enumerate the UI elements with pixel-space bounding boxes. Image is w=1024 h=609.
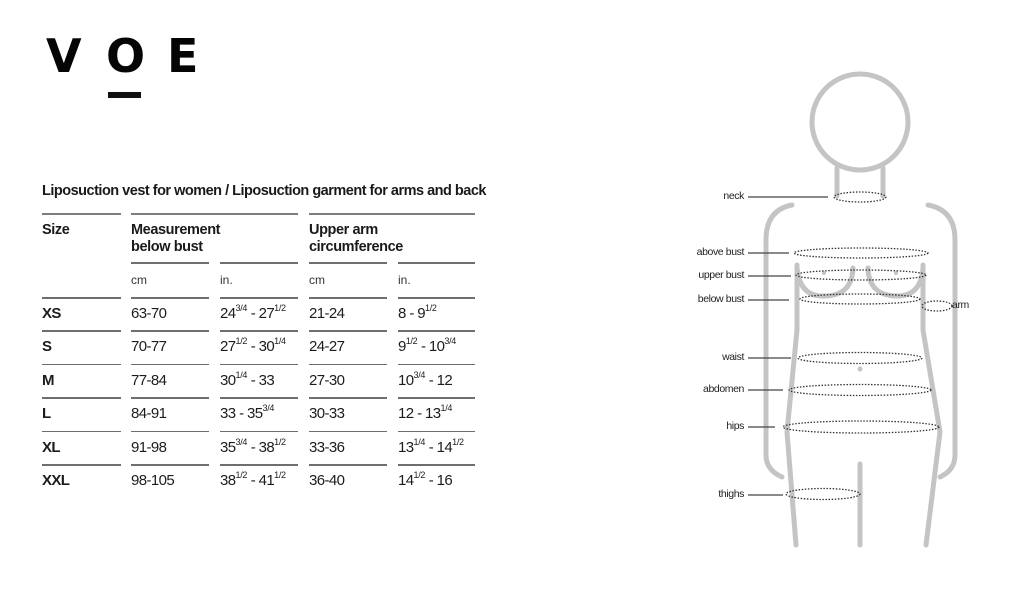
label-waist: waist xyxy=(722,351,744,363)
logo-letter-o: O xyxy=(106,29,146,83)
fraction-superscript: 1/2 xyxy=(413,470,426,480)
cell-bust-in xyxy=(220,405,274,422)
row-rule xyxy=(42,464,121,466)
value-part: 13 xyxy=(398,438,414,456)
label-thighs: thighs xyxy=(718,488,744,500)
thighs-measure-ellipse xyxy=(786,489,860,500)
row-rule xyxy=(131,431,209,433)
subheader-rule xyxy=(220,262,298,264)
cell-arm-in xyxy=(398,305,437,322)
row-rule xyxy=(131,364,209,366)
value-part: 9 xyxy=(398,338,406,356)
value-part: - xyxy=(413,405,426,423)
fraction-superscript: 1/2 xyxy=(452,436,464,447)
value-part: - xyxy=(417,338,429,356)
value-part: 14 xyxy=(436,438,453,456)
row-rule xyxy=(42,297,121,299)
value-part: - xyxy=(405,305,418,322)
abdomen-measure-ellipse xyxy=(789,385,931,396)
fraction-superscript: 1/4 xyxy=(235,369,248,380)
cell-bust-in xyxy=(220,305,286,322)
row-rule xyxy=(309,364,387,366)
value-part: 35 xyxy=(220,438,236,456)
row-rule xyxy=(220,397,298,399)
value-part: 27 xyxy=(220,338,236,356)
fraction-superscript: 3/4 xyxy=(262,403,275,414)
column-header-bust xyxy=(131,222,220,256)
cell-arm-cm: 33-36 xyxy=(309,438,345,456)
value-part: - xyxy=(247,305,259,322)
fraction-superscript: 1/4 xyxy=(413,436,426,447)
unit-arm-in: in. xyxy=(398,273,411,287)
row-rule xyxy=(131,397,209,399)
value-part: 35 xyxy=(247,405,263,423)
logo-letter-v: V xyxy=(46,29,82,83)
value-part: 16 xyxy=(436,472,453,489)
row-rule xyxy=(398,330,475,332)
cell-bust-cm: 84-91 xyxy=(131,405,167,423)
subheader-rule xyxy=(398,262,475,264)
value-part: - xyxy=(247,338,259,356)
row-rule xyxy=(220,431,298,433)
cell-bust-cm: 70-77 xyxy=(131,338,167,356)
row-rule xyxy=(42,397,121,399)
row-rule xyxy=(220,464,298,466)
row-rule xyxy=(398,364,475,366)
header-rule-arm xyxy=(309,213,475,215)
column-header-size: Size xyxy=(42,222,70,238)
row-rule xyxy=(220,297,298,299)
value-part: 24 xyxy=(220,305,236,322)
subheader-rule xyxy=(131,262,209,264)
value-part: 27 xyxy=(258,305,275,322)
measurement-ellipses xyxy=(783,192,952,500)
row-rule xyxy=(309,431,387,433)
row-rule xyxy=(42,330,121,332)
fraction-superscript: 1/2 xyxy=(274,436,286,447)
voe-logo xyxy=(46,29,206,100)
cell-size: M xyxy=(42,371,54,389)
value-part: 14 xyxy=(398,472,414,489)
size-chart-title: Liposuction vest for women / Liposuction garment for arms and back xyxy=(42,183,486,199)
neck-measure-ellipse xyxy=(834,192,886,202)
cell-size: S xyxy=(42,338,52,356)
value-part: - xyxy=(425,438,437,456)
cell-arm-cm: 21-24 xyxy=(309,305,345,322)
arm-measure-ellipse xyxy=(922,301,952,311)
value-part: 10 xyxy=(398,371,414,389)
label-hips: hips xyxy=(726,420,744,432)
logo-letter-e: E xyxy=(167,29,199,83)
label-upper-bust: upper bust xyxy=(698,269,744,281)
column-header-arm xyxy=(309,222,403,256)
cell-arm-cm: 30-33 xyxy=(309,405,345,423)
fraction-superscript: 1/2 xyxy=(235,336,248,347)
fraction-superscript: 3/4 xyxy=(444,336,457,347)
label-below-bust: below bust xyxy=(697,293,744,305)
row-rule xyxy=(309,397,387,399)
cell-arm-cm: 27-30 xyxy=(309,371,345,389)
value-part: 10 xyxy=(428,338,445,356)
value-part: 9 xyxy=(417,305,426,322)
upper-bust-measure-ellipse xyxy=(796,270,926,280)
value-part: 33 xyxy=(220,405,236,423)
cell-bust-cm: 91-98 xyxy=(131,438,167,456)
row-rule xyxy=(309,297,387,299)
cell-arm-in xyxy=(398,338,456,355)
cell-bust-in xyxy=(220,338,286,355)
cell-bust-in xyxy=(220,369,275,389)
logo-underline-bar xyxy=(108,92,141,98)
value-part: - xyxy=(425,472,437,489)
cell-arm-in xyxy=(398,369,453,389)
row-rule xyxy=(309,464,387,466)
label-neck: neck xyxy=(723,190,744,202)
header-rule-bust xyxy=(131,213,298,215)
row-rule xyxy=(131,297,209,299)
value-part: 41 xyxy=(258,472,275,489)
cell-size: XXL xyxy=(42,472,70,489)
unit-bust-cm: cm xyxy=(131,273,147,287)
cell-arm-in xyxy=(398,472,452,489)
label-above-bust: above bust xyxy=(696,246,744,258)
unit-bust-in: in. xyxy=(220,273,233,287)
row-rule xyxy=(42,431,121,433)
fraction-superscript: 1/4 xyxy=(440,403,453,414)
subheader-rule xyxy=(309,262,387,264)
value-part: 33 xyxy=(258,371,275,389)
fraction-superscript: 1/2 xyxy=(274,470,286,480)
fraction-superscript: 1/2 xyxy=(235,470,248,480)
label-arm: arm xyxy=(952,299,969,311)
value-part: - xyxy=(235,405,248,423)
row-rule xyxy=(309,330,387,332)
row-rule xyxy=(398,297,475,299)
value-part: - xyxy=(247,438,259,456)
label-abdomen: abdomen xyxy=(703,383,744,395)
cell-size: XS xyxy=(42,305,61,322)
waist-measure-ellipse xyxy=(798,353,922,364)
cell-bust-cm: 63-70 xyxy=(131,305,167,322)
cell-size: XL xyxy=(42,438,60,456)
value-part: 12 xyxy=(436,371,453,389)
above-bust-measure-ellipse xyxy=(794,248,928,258)
fraction-superscript: 1/2 xyxy=(425,303,437,313)
value-part: 13 xyxy=(425,405,441,423)
value-part: 30 xyxy=(258,338,275,356)
value-part: 8 xyxy=(398,305,406,322)
cell-bust-in xyxy=(220,436,286,456)
row-rule xyxy=(398,464,475,466)
fraction-superscript: 1/4 xyxy=(274,336,286,347)
column-header-arm-line2: circumference xyxy=(309,239,403,255)
value-part: 38 xyxy=(220,472,236,489)
row-rule xyxy=(131,330,209,332)
fraction-superscript: 1/2 xyxy=(405,336,418,347)
row-rule xyxy=(42,364,121,366)
cell-arm-cm: 36-40 xyxy=(309,472,345,489)
row-rule xyxy=(220,330,298,332)
cell-bust-cm: 98-105 xyxy=(131,472,175,489)
cell-bust-cm: 77-84 xyxy=(131,371,167,389)
column-header-bust-line2: below bust xyxy=(131,239,203,255)
fraction-superscript: 3/4 xyxy=(413,369,426,380)
fraction-superscript: 1/2 xyxy=(274,303,286,313)
cell-bust-in xyxy=(220,472,286,489)
cell-arm-cm: 24-27 xyxy=(309,338,345,356)
value-part: 12 xyxy=(398,405,414,423)
column-header-bust-line1: Measurement xyxy=(131,222,221,238)
cell-arm-in xyxy=(398,436,464,456)
value-part: - xyxy=(425,371,437,389)
body-silhouette xyxy=(766,74,955,545)
value-part: 30 xyxy=(220,371,236,389)
row-rule xyxy=(220,364,298,366)
below-bust-measure-ellipse xyxy=(800,294,920,304)
value-part: 38 xyxy=(258,438,275,456)
value-part: - xyxy=(247,371,259,389)
row-rule xyxy=(398,397,475,399)
fraction-superscript: 3/4 xyxy=(235,436,248,447)
row-rule xyxy=(131,464,209,466)
row-rule xyxy=(398,431,475,433)
header-rule-size xyxy=(42,213,121,215)
cell-arm-in xyxy=(398,405,452,422)
value-part: - xyxy=(247,472,259,489)
hips-measure-ellipse xyxy=(783,421,939,433)
leader-lines xyxy=(748,197,828,495)
column-header-arm-line1: Upper arm xyxy=(309,222,378,238)
cell-size: L xyxy=(42,405,51,423)
fraction-superscript: 3/4 xyxy=(235,303,248,313)
head-outline xyxy=(812,74,908,170)
unit-arm-cm: cm xyxy=(309,273,325,287)
